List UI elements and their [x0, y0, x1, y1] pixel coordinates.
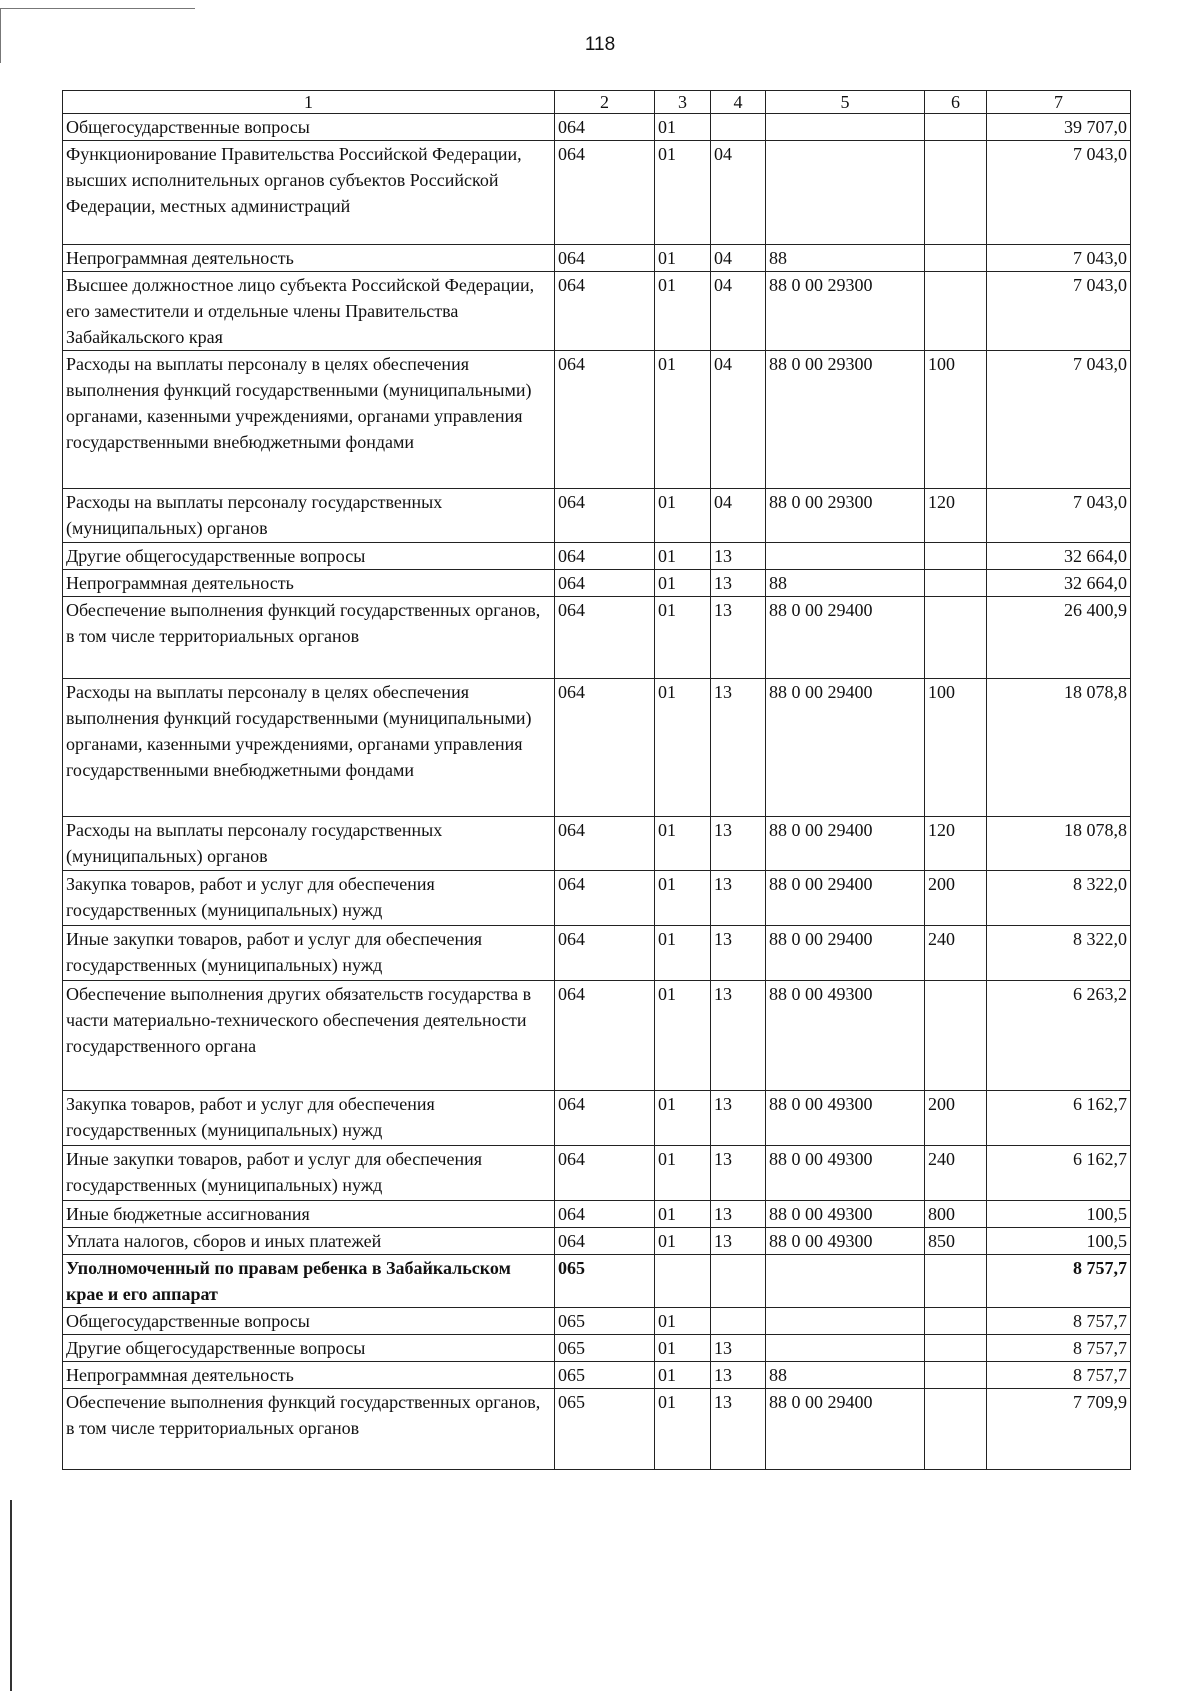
table-row — [63, 570, 1131, 597]
table-row — [63, 597, 1131, 679]
row-expense-type: 120 — [925, 817, 987, 871]
row-expense-type — [925, 1389, 987, 1470]
table-row — [63, 981, 1131, 1091]
row-amount: 39 707,0 — [987, 114, 1131, 141]
row-target-article — [766, 141, 925, 245]
table-body — [63, 114, 1131, 1470]
row-section: 01 — [655, 1389, 711, 1470]
row-target-article: 88 0 00 29400 — [766, 679, 925, 817]
row-name: Обеспечение выполнения других обязательств государства в части материально-технического обеспечения деятельности государственного органа — [63, 981, 555, 1091]
row-section: 01 — [655, 1362, 711, 1389]
row-amount: 6 162,7 — [987, 1146, 1131, 1201]
row-name: Общегосударственные вопросы — [63, 114, 555, 141]
row-expense-type: 100 — [925, 679, 987, 817]
row-amount: 6 162,7 — [987, 1091, 1131, 1146]
row-expense-type: 100 — [925, 351, 987, 489]
table-row — [63, 272, 1131, 351]
table-row — [63, 1201, 1131, 1228]
table-row — [63, 141, 1131, 245]
table-row — [63, 1146, 1131, 1201]
row-subsection: 04 — [711, 272, 766, 351]
row-name: Непрограммная деятельность — [63, 1362, 555, 1389]
row-expense-type — [925, 141, 987, 245]
row-name: Расходы на выплаты персоналу государственных (муниципальных) органов — [63, 817, 555, 871]
row-admin-code: 064 — [555, 1146, 655, 1201]
budget-table — [62, 90, 1131, 1470]
row-section: 01 — [655, 871, 711, 926]
table-row — [63, 871, 1131, 926]
row-expense-type: 240 — [925, 1146, 987, 1201]
row-section: 01 — [655, 926, 711, 981]
table-row — [63, 1255, 1131, 1308]
row-expense-type — [925, 543, 987, 570]
row-name: Расходы на выплаты персоналу в целях обеспечения выполнения функций государственными (муниципальными) органами, казенными учреждениями, органами управления государственными внебюджетными фондами — [63, 351, 555, 489]
row-name: Иные закупки товаров, работ и услуг для обеспечения государственных (муниципальных) нужд — [63, 1146, 555, 1201]
row-amount: 8 757,7 — [987, 1255, 1131, 1308]
table-row — [63, 489, 1131, 543]
row-section: 01 — [655, 1201, 711, 1228]
row-subsection: 13 — [711, 1389, 766, 1470]
row-target-article — [766, 1308, 925, 1335]
row-name: Непрограммная деятельность — [63, 245, 555, 272]
row-subsection: 13 — [711, 543, 766, 570]
row-target-article — [766, 114, 925, 141]
row-target-article: 88 0 00 49300 — [766, 1228, 925, 1255]
row-subsection: 13 — [711, 679, 766, 817]
row-target-article: 88 0 00 49300 — [766, 1091, 925, 1146]
table-row — [63, 1228, 1131, 1255]
row-section: 01 — [655, 1146, 711, 1201]
row-subsection: 13 — [711, 1091, 766, 1146]
row-section: 01 — [655, 981, 711, 1091]
row-expense-type: 200 — [925, 1091, 987, 1146]
row-name: Другие общегосударственные вопросы — [63, 543, 555, 570]
row-amount: 100,5 — [987, 1201, 1131, 1228]
row-section: 01 — [655, 1091, 711, 1146]
row-admin-code: 065 — [555, 1335, 655, 1362]
row-admin-code: 064 — [555, 679, 655, 817]
row-name: Закупка товаров, работ и услуг для обеспечения государственных (муниципальных) нужд — [63, 1091, 555, 1146]
header-cell-1: 1 — [63, 91, 555, 114]
row-admin-code: 064 — [555, 981, 655, 1091]
row-amount: 8 757,7 — [987, 1335, 1131, 1362]
table-row — [63, 1362, 1131, 1389]
table-row — [63, 679, 1131, 817]
row-admin-code: 064 — [555, 597, 655, 679]
row-expense-type — [925, 570, 987, 597]
row-admin-code: 064 — [555, 1091, 655, 1146]
row-name: Высшее должностное лицо субъекта Российской Федерации, его заместители и отдельные члены Правительства Забайкальского края — [63, 272, 555, 351]
table-row — [63, 1308, 1131, 1335]
row-target-article — [766, 543, 925, 570]
scan-edge-left — [10, 1500, 12, 1691]
row-amount: 8 757,7 — [987, 1362, 1131, 1389]
row-section: 01 — [655, 1228, 711, 1255]
row-target-article: 88 — [766, 245, 925, 272]
row-target-article: 88 0 00 29300 — [766, 351, 925, 489]
row-expense-type: 800 — [925, 1201, 987, 1228]
row-target-article: 88 0 00 29400 — [766, 817, 925, 871]
row-section: 01 — [655, 1308, 711, 1335]
row-expense-type — [925, 981, 987, 1091]
row-name: Общегосударственные вопросы — [63, 1308, 555, 1335]
row-expense-type — [925, 1255, 987, 1308]
row-subsection: 13 — [711, 871, 766, 926]
row-section: 01 — [655, 817, 711, 871]
header-cell-5: 5 — [766, 91, 925, 114]
row-section: 01 — [655, 141, 711, 245]
row-admin-code: 065 — [555, 1362, 655, 1389]
row-target-article: 88 0 00 29300 — [766, 272, 925, 351]
row-target-article: 88 0 00 29400 — [766, 597, 925, 679]
row-name: Обеспечение выполнения функций государственных органов, в том числе территориальных органов — [63, 1389, 555, 1470]
page-number: 118 — [584, 34, 616, 55]
table-row — [63, 1389, 1131, 1470]
row-admin-code: 064 — [555, 871, 655, 926]
row-admin-code: 064 — [555, 489, 655, 543]
row-admin-code: 064 — [555, 114, 655, 141]
header-cell-6: 6 — [925, 91, 987, 114]
row-section: 01 — [655, 272, 711, 351]
row-amount: 7 043,0 — [987, 272, 1131, 351]
row-section: 01 — [655, 245, 711, 272]
row-section: 01 — [655, 114, 711, 141]
row-expense-type — [925, 1362, 987, 1389]
row-amount: 8 757,7 — [987, 1308, 1131, 1335]
row-subsection: 13 — [711, 570, 766, 597]
row-subsection: 13 — [711, 1362, 766, 1389]
row-admin-code: 065 — [555, 1389, 655, 1470]
row-section: 01 — [655, 543, 711, 570]
row-section: 01 — [655, 570, 711, 597]
row-amount: 18 078,8 — [987, 679, 1131, 817]
table-row — [63, 114, 1131, 141]
row-subsection: 04 — [711, 489, 766, 543]
row-expense-type — [925, 597, 987, 679]
row-target-article: 88 0 00 29400 — [766, 871, 925, 926]
row-subsection: 13 — [711, 1146, 766, 1201]
row-subsection — [711, 1255, 766, 1308]
row-name: Функционирование Правительства Российской Федерации, высших исполнительных органов субъектов Российской Федерации, местных администраций — [63, 141, 555, 245]
row-subsection: 13 — [711, 817, 766, 871]
row-expense-type: 200 — [925, 871, 987, 926]
row-admin-code: 064 — [555, 351, 655, 489]
row-amount: 7 043,0 — [987, 351, 1131, 489]
row-subsection: 13 — [711, 1335, 766, 1362]
row-amount: 7 043,0 — [987, 489, 1131, 543]
row-section: 01 — [655, 489, 711, 543]
scan-edge-top — [0, 8, 195, 9]
row-amount: 18 078,8 — [987, 817, 1131, 871]
row-section: 01 — [655, 351, 711, 489]
row-admin-code: 064 — [555, 817, 655, 871]
row-expense-type: 850 — [925, 1228, 987, 1255]
row-target-article: 88 0 00 29400 — [766, 1389, 925, 1470]
table-row — [63, 351, 1131, 489]
row-subsection: 13 — [711, 981, 766, 1091]
row-section: 01 — [655, 679, 711, 817]
row-name: Непрограммная деятельность — [63, 570, 555, 597]
header-cell-3: 3 — [655, 91, 711, 114]
row-expense-type — [925, 114, 987, 141]
row-amount: 26 400,9 — [987, 597, 1131, 679]
row-name: Закупка товаров, работ и услуг для обеспечения государственных (муниципальных) нужд — [63, 871, 555, 926]
row-expense-type — [925, 272, 987, 351]
row-name: Расходы на выплаты персоналу государственных (муниципальных) органов — [63, 489, 555, 543]
header-cell-4: 4 — [711, 91, 766, 114]
row-target-article — [766, 1335, 925, 1362]
row-subsection: 04 — [711, 351, 766, 489]
row-subsection: 04 — [711, 245, 766, 272]
row-amount: 6 263,2 — [987, 981, 1131, 1091]
row-expense-type — [925, 1308, 987, 1335]
row-target-article: 88 0 00 49300 — [766, 1201, 925, 1228]
row-name: Обеспечение выполнения функций государственных органов, в том числе территориальных органов — [63, 597, 555, 679]
table-row — [63, 1091, 1131, 1146]
row-expense-type: 240 — [925, 926, 987, 981]
row-name: Иные бюджетные ассигнования — [63, 1201, 555, 1228]
row-admin-code: 064 — [555, 272, 655, 351]
row-section: 01 — [655, 1335, 711, 1362]
row-target-article: 88 0 00 29300 — [766, 489, 925, 543]
row-admin-code: 064 — [555, 543, 655, 570]
header-cell-7: 7 — [987, 91, 1131, 114]
row-name: Иные закупки товаров, работ и услуг для обеспечения государственных (муниципальных) нужд — [63, 926, 555, 981]
row-admin-code: 064 — [555, 141, 655, 245]
row-admin-code: 065 — [555, 1255, 655, 1308]
row-target-article: 88 0 00 49300 — [766, 981, 925, 1091]
row-target-article: 88 0 00 29400 — [766, 926, 925, 981]
row-name: Уплата налогов, сборов и иных платежей — [63, 1228, 555, 1255]
row-amount: 7 043,0 — [987, 141, 1131, 245]
table-row — [63, 817, 1131, 871]
row-target-article: 88 — [766, 1362, 925, 1389]
row-amount: 8 322,0 — [987, 926, 1131, 981]
header-cell-2: 2 — [555, 91, 655, 114]
row-subsection: 13 — [711, 1201, 766, 1228]
row-amount: 7 043,0 — [987, 245, 1131, 272]
row-expense-type — [925, 245, 987, 272]
row-subsection: 13 — [711, 1228, 766, 1255]
row-target-article: 88 0 00 49300 — [766, 1146, 925, 1201]
row-admin-code: 064 — [555, 245, 655, 272]
row-amount: 8 322,0 — [987, 871, 1131, 926]
row-admin-code: 065 — [555, 1308, 655, 1335]
row-admin-code: 064 — [555, 570, 655, 597]
row-amount: 32 664,0 — [987, 543, 1131, 570]
row-subsection: 13 — [711, 926, 766, 981]
row-target-article — [766, 1255, 925, 1308]
row-subsection — [711, 1308, 766, 1335]
row-amount: 7 709,9 — [987, 1389, 1131, 1470]
row-name: Другие общегосударственные вопросы — [63, 1335, 555, 1362]
row-subsection: 04 — [711, 141, 766, 245]
table-row — [63, 543, 1131, 570]
row-subsection: 13 — [711, 597, 766, 679]
table-row — [63, 245, 1131, 272]
table-row — [63, 1335, 1131, 1362]
row-amount: 100,5 — [987, 1228, 1131, 1255]
row-subsection — [711, 114, 766, 141]
row-admin-code: 064 — [555, 926, 655, 981]
row-section: 01 — [655, 597, 711, 679]
header-row — [63, 91, 1131, 114]
row-admin-code: 064 — [555, 1228, 655, 1255]
row-expense-type — [925, 1335, 987, 1362]
row-expense-type: 120 — [925, 489, 987, 543]
row-name: Уполномоченный по правам ребенка в Забайкальском крае и его аппарат — [63, 1255, 555, 1308]
row-admin-code: 064 — [555, 1201, 655, 1228]
row-target-article: 88 — [766, 570, 925, 597]
row-section — [655, 1255, 711, 1308]
table-row — [63, 926, 1131, 981]
row-name: Расходы на выплаты персоналу в целях обеспечения выполнения функций государственными (муниципальными) органами, казенными учреждениями, органами управления государственными внебюджетными фондами — [63, 679, 555, 817]
row-amount: 32 664,0 — [987, 570, 1131, 597]
